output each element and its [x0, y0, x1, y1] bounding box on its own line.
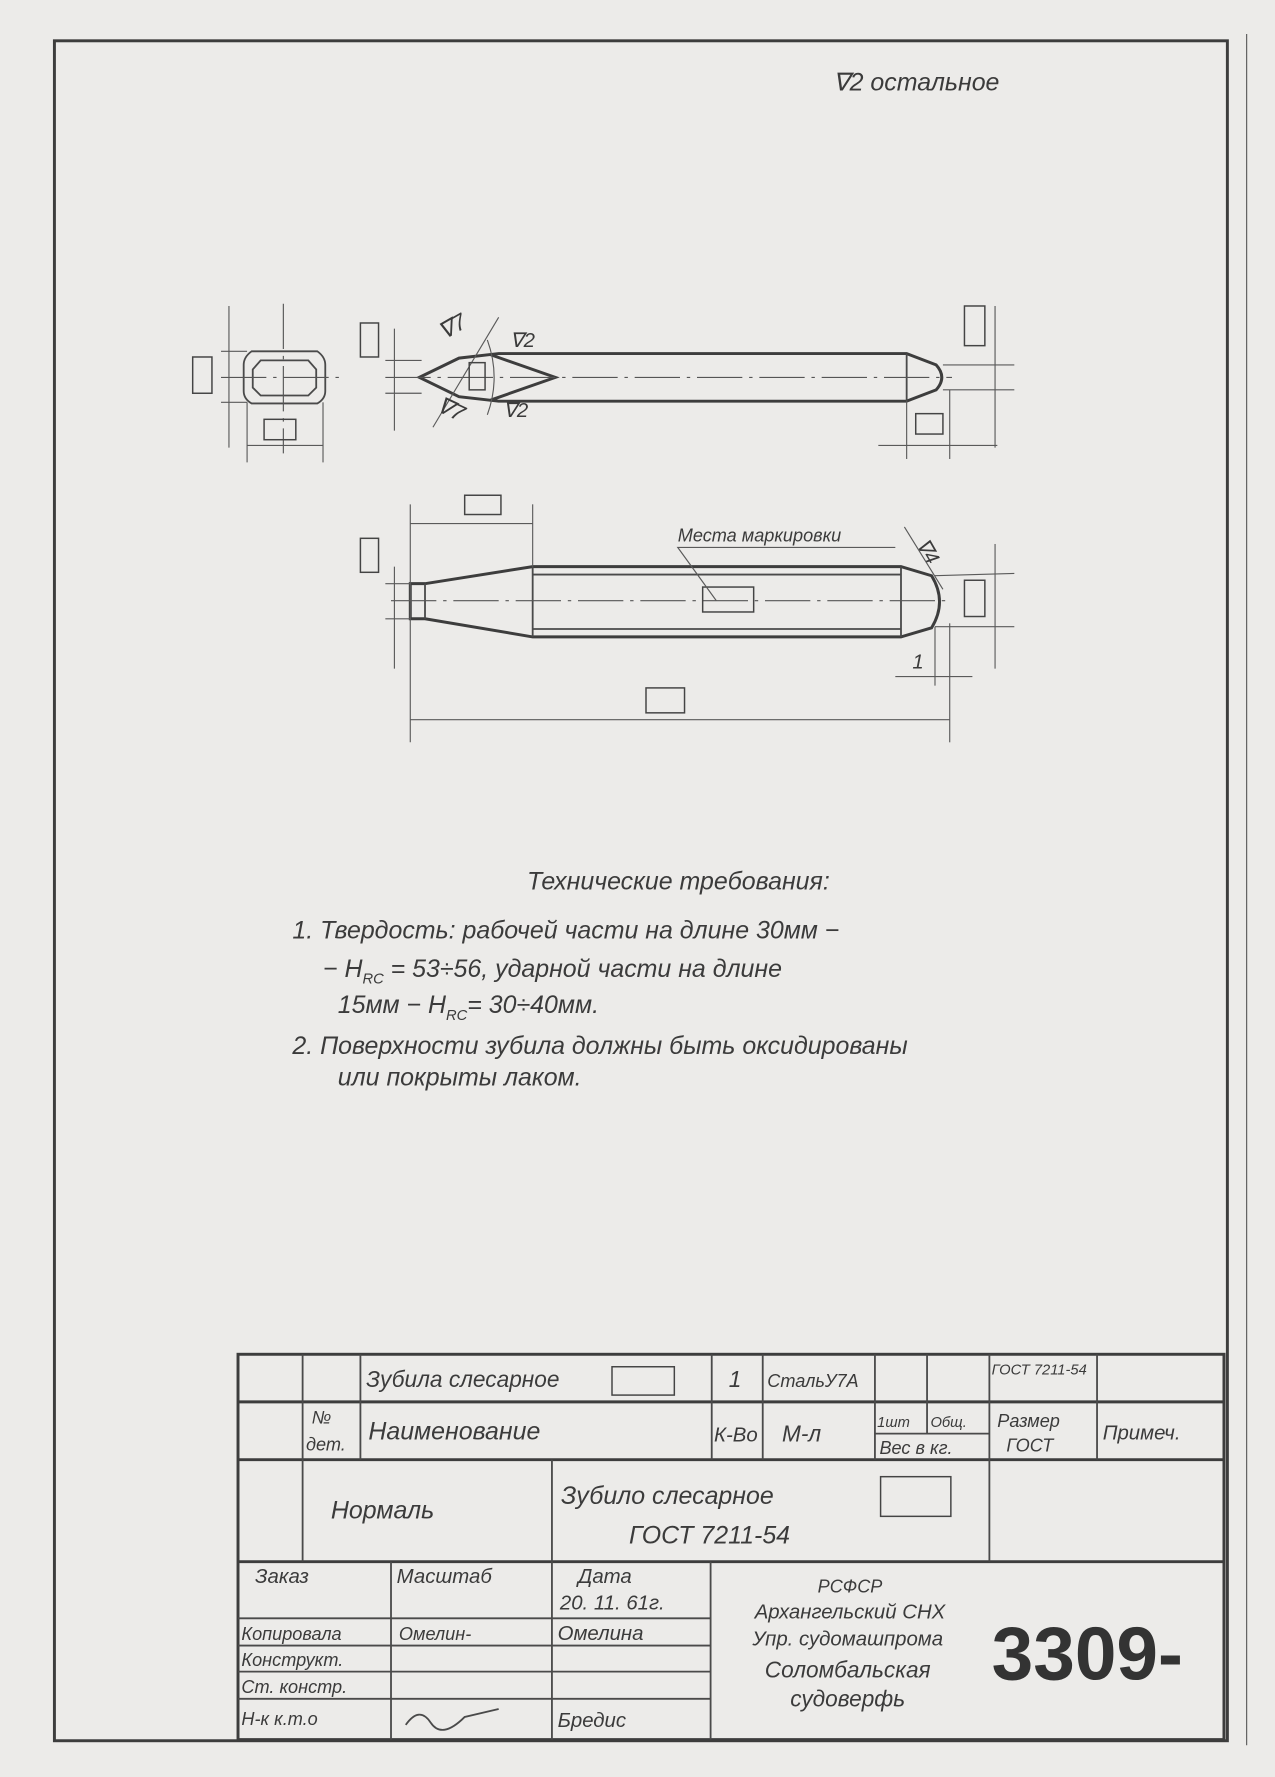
date-label: Дата — [578, 1566, 632, 1589]
scale-label: Масштаб — [396, 1566, 492, 1589]
header-note: Примеч. — [1102, 1422, 1181, 1445]
requirement-line: или покрыты лаком. — [337, 1063, 582, 1092]
requirements-title: Технические требования: — [527, 867, 830, 896]
copied-name: Омелина — [557, 1622, 644, 1645]
dimension-box — [360, 538, 378, 572]
marking-area — [703, 587, 754, 612]
dimension-box — [469, 363, 485, 390]
dimension-label: 1 — [912, 651, 924, 674]
document-number: 3309- — [991, 1611, 1183, 1696]
dimension-box — [264, 419, 296, 439]
org-line: Архангельский СНХ — [754, 1601, 946, 1624]
header-name: Наименование — [368, 1417, 541, 1446]
roughness-mark: ∇2 — [510, 329, 535, 352]
dimension-box — [964, 306, 984, 346]
role-label: Н-к к.т.о — [241, 1708, 318, 1729]
header-material: М-л — [781, 1420, 822, 1447]
marking-label: Места маркировки — [677, 525, 842, 546]
dimension-box — [465, 495, 501, 514]
header-num: № — [311, 1407, 332, 1428]
org-line: РСФСР — [817, 1576, 883, 1597]
header-total: Общ. — [930, 1414, 967, 1431]
header-size-gost: ГОСТ — [1006, 1435, 1054, 1456]
dimension-box — [646, 688, 685, 713]
signature — [406, 1709, 499, 1730]
roughness-mark: ∇7 — [433, 391, 470, 427]
requirement-line: − $H_{RC} = 53\div 56$, ударной части на длине — [323, 954, 782, 988]
requirement-line: 1. Твердость: рабочей части на длине 30мм − — [292, 916, 840, 945]
header-one: 1шт — [877, 1414, 910, 1431]
header-qty: К-Во — [713, 1424, 758, 1447]
part-qty: 1 — [728, 1366, 742, 1393]
document-title: Зубило слесарное — [561, 1481, 774, 1510]
head-name: Бредис — [557, 1710, 627, 1733]
header-det: дет. — [306, 1434, 346, 1455]
roughness-mark: ∇4 — [911, 535, 943, 569]
date-value: 20. 11. 61г. — [559, 1592, 665, 1615]
title-block — [238, 1354, 1224, 1739]
org-line: Соломбальская — [764, 1656, 931, 1683]
role-label: Ст. констр. — [241, 1677, 348, 1698]
header-size: Размер — [997, 1410, 1060, 1431]
plan-view — [360, 495, 1014, 742]
dimension-box — [916, 414, 943, 434]
end-view — [193, 304, 340, 463]
document-gost: ГОСТ 7211-54 — [629, 1521, 791, 1550]
normal-label: Нормаль — [330, 1496, 435, 1525]
technical-requirements — [291, 868, 907, 1092]
dimension-box — [964, 580, 984, 616]
org-line: судоверфь — [790, 1685, 906, 1712]
dimension-box — [193, 357, 212, 393]
requirement-line: 2. Поверхности зубила должны быть оксидированы — [292, 1031, 908, 1060]
header-weight: Вес в кг. — [879, 1438, 953, 1459]
part-name: Зубила слесарное — [366, 1366, 560, 1393]
role-label: Конструкт. — [241, 1649, 344, 1670]
roughness-mark: ∇2 — [503, 400, 529, 423]
part-gost: ГОСТ 7211-54 — [991, 1362, 1087, 1379]
order-label: Заказ — [255, 1566, 309, 1589]
roughness-mark: ∇7 — [433, 307, 471, 345]
part-material: СтальУ7А — [767, 1371, 859, 1392]
org-line: Упр. судомашпрома — [752, 1628, 944, 1651]
side-view — [360, 306, 1014, 459]
roughness-note: ∇2 остальное — [832, 68, 1000, 97]
dimension-box — [360, 323, 378, 357]
role-label: Копировала — [241, 1623, 342, 1644]
requirement-line: $15мм - H_{RC}= 30\div 40мм$. — [337, 991, 600, 1024]
copied-signature: Омелин- — [398, 1623, 472, 1644]
